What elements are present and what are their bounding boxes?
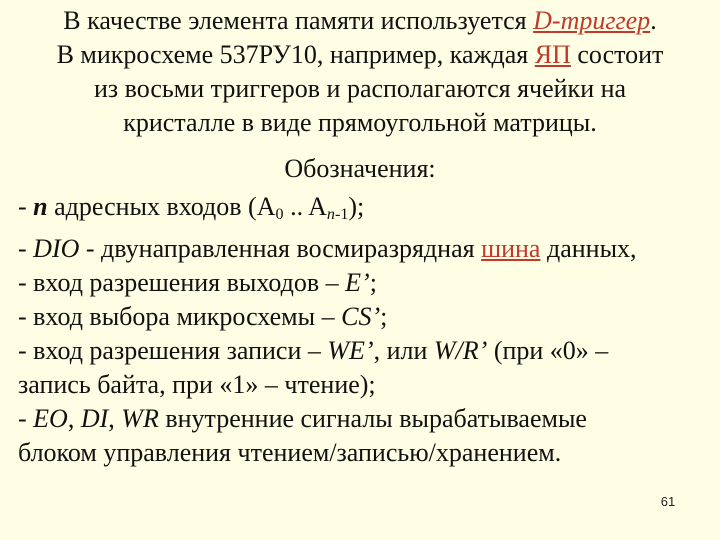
intro-line-2: В микросхеме 537РУ10, например, каждая ЯП состоит xyxy=(56,40,664,69)
bus-term: шина xyxy=(481,234,541,263)
intro-line-3: из восьми триггеров и располагаются ячейки на xyxy=(93,74,627,103)
list-item-data-bus: - DIO - двунаправленная восмиразрядная шина данных, xyxy=(18,234,637,263)
intro-line-4: кристалле в виде прямоугольной матрицы. xyxy=(123,108,597,137)
d-trigger-term: D-триггер xyxy=(533,6,651,35)
intro-paragraph xyxy=(20,4,700,140)
list-item-address-inputs: - n адресных входов ($A_0$ .. $A_{n-1}$); xyxy=(18,192,365,223)
page-number: 61 xyxy=(660,494,676,509)
list-item-chip-select: - вход выбора микросхемы – CS’; xyxy=(18,302,388,331)
legend-heading: Обозначения: xyxy=(284,154,436,183)
yap-term: ЯП xyxy=(534,40,571,69)
list-item-internal-signals: - EO, DI, WR внутренние сигналы вырабатываемые xyxy=(18,404,587,433)
list-item-write-enable-cont: запись байта, при «1» – чтение); xyxy=(18,370,376,399)
list-item-internal-signals-cont: блоком управления чтением/записью/хранением. xyxy=(18,438,562,467)
list-item-output-enable: - вход разрешения выходов – E’; xyxy=(18,268,377,297)
legend-list xyxy=(18,190,708,470)
list-item-write-enable: - вход разрешения записи – WE’, или W/R’ (при «0» – xyxy=(18,336,609,365)
intro-line-1: В качестве элемента памяти используется D-триггер. xyxy=(63,6,657,35)
